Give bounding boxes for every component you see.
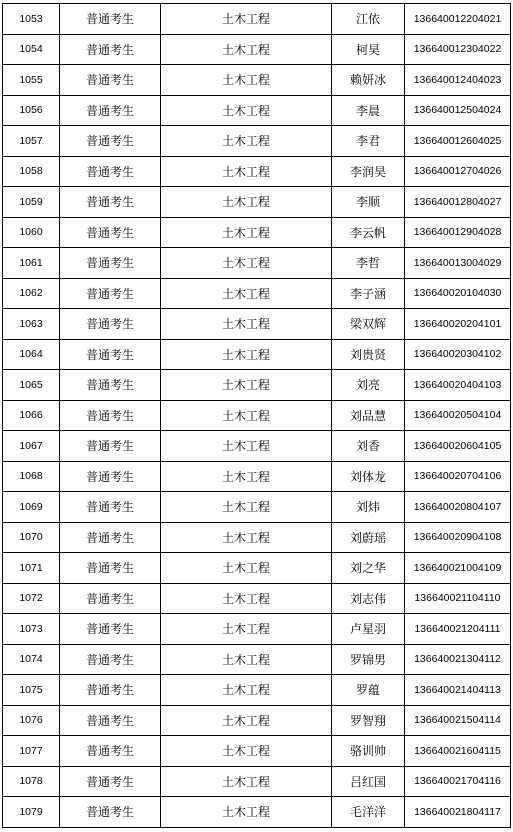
table-row [3, 492, 511, 523]
exam-id-cell: 136640012504024 [405, 95, 511, 126]
exam-id-cell: 136640012604025 [405, 126, 511, 157]
major-cell: 土木工程 [161, 583, 332, 614]
table-row [3, 95, 511, 126]
major-cell: 土木工程 [161, 431, 332, 462]
sequence-number-cell: 1067 [3, 431, 60, 462]
candidate-type-cell: 普通考生 [60, 492, 161, 523]
major-cell: 土木工程 [161, 522, 332, 553]
candidate-name-cell: 罗蕴 [332, 675, 405, 706]
candidate-type-cell: 普通考生 [60, 217, 161, 248]
exam-id-cell: 136640021404113 [405, 675, 511, 706]
candidate-type-cell: 普通考生 [60, 156, 161, 187]
table-row [3, 400, 511, 431]
candidate-name-cell: 刘蔚瑶 [332, 522, 405, 553]
major-cell: 土木工程 [161, 309, 332, 340]
major-cell: 土木工程 [161, 187, 332, 218]
major-cell: 土木工程 [161, 736, 332, 767]
sequence-number-cell: 1060 [3, 217, 60, 248]
candidate-type-cell: 普通考生 [60, 248, 161, 279]
major-cell: 土木工程 [161, 278, 332, 309]
table-row [3, 553, 511, 584]
exam-id-cell: 136640012904028 [405, 217, 511, 248]
table-row [3, 34, 511, 65]
candidate-name-cell: 骆训帅 [332, 736, 405, 767]
candidate-name-cell: 李云帆 [332, 217, 405, 248]
table-row [3, 797, 511, 828]
sequence-number-cell: 1071 [3, 553, 60, 584]
exam-id-cell: 136640020404103 [405, 370, 511, 401]
candidate-type-cell: 普通考生 [60, 4, 161, 35]
sequence-number-cell: 1066 [3, 400, 60, 431]
major-cell: 土木工程 [161, 4, 332, 35]
sequence-number-cell: 1062 [3, 278, 60, 309]
major-cell: 土木工程 [161, 492, 332, 523]
major-cell: 土木工程 [161, 65, 332, 96]
sequence-number-cell: 1078 [3, 766, 60, 797]
exam-id-cell: 136640021304112 [405, 644, 511, 675]
sequence-number-cell: 1079 [3, 797, 60, 828]
table-row [3, 675, 511, 706]
candidate-type-cell: 普通考生 [60, 65, 161, 96]
exam-id-cell: 136640020204101 [405, 309, 511, 340]
sequence-number-cell: 1053 [3, 4, 60, 35]
table-row [3, 614, 511, 645]
sequence-number-cell: 1054 [3, 34, 60, 65]
sequence-number-cell: 1055 [3, 65, 60, 96]
table-row [3, 522, 511, 553]
major-cell: 土木工程 [161, 614, 332, 645]
sequence-number-cell: 1065 [3, 370, 60, 401]
candidate-name-cell: 江依 [332, 4, 405, 35]
table-row [3, 766, 511, 797]
table-row [3, 583, 511, 614]
candidate-type-cell: 普通考生 [60, 95, 161, 126]
exam-id-cell: 136640012704026 [405, 156, 511, 187]
sequence-number-cell: 1073 [3, 614, 60, 645]
candidate-name-cell: 柯昊 [332, 34, 405, 65]
candidate-type-cell: 普通考生 [60, 431, 161, 462]
candidate-type-cell: 普通考生 [60, 675, 161, 706]
table-row [3, 126, 511, 157]
candidate-type-cell: 普通考生 [60, 400, 161, 431]
sequence-number-cell: 1075 [3, 675, 60, 706]
major-cell: 土木工程 [161, 797, 332, 828]
major-cell: 土木工程 [161, 644, 332, 675]
candidate-type-cell: 普通考生 [60, 766, 161, 797]
exam-id-cell: 136640012404023 [405, 65, 511, 96]
sequence-number-cell: 1069 [3, 492, 60, 523]
candidate-type-cell: 普通考生 [60, 522, 161, 553]
exam-id-cell: 136640020104030 [405, 278, 511, 309]
candidate-name-cell: 李子涵 [332, 278, 405, 309]
sequence-number-cell: 1059 [3, 187, 60, 218]
candidate-type-cell: 普通考生 [60, 370, 161, 401]
exam-id-cell: 136640020304102 [405, 339, 511, 370]
candidate-type-cell: 普通考生 [60, 797, 161, 828]
candidate-name-cell: 毛洋洋 [332, 797, 405, 828]
candidate-table [2, 3, 511, 828]
candidate-name-cell: 李顺 [332, 187, 405, 218]
candidate-name-cell: 梁双辉 [332, 309, 405, 340]
sequence-number-cell: 1061 [3, 248, 60, 279]
candidate-name-cell: 李晨 [332, 95, 405, 126]
major-cell: 土木工程 [161, 126, 332, 157]
table-row [3, 217, 511, 248]
candidate-type-cell: 普通考生 [60, 278, 161, 309]
table-row [3, 4, 511, 35]
exam-id-cell: 136640020504104 [405, 400, 511, 431]
major-cell: 土木工程 [161, 705, 332, 736]
candidate-type-cell: 普通考生 [60, 461, 161, 492]
major-cell: 土木工程 [161, 217, 332, 248]
candidate-name-cell: 吕红国 [332, 766, 405, 797]
candidate-name-cell: 卢星羽 [332, 614, 405, 645]
sequence-number-cell: 1058 [3, 156, 60, 187]
candidate-name-cell: 刘亮 [332, 370, 405, 401]
major-cell: 土木工程 [161, 248, 332, 279]
exam-id-cell: 136640021204111 [405, 614, 511, 645]
candidate-name-cell: 刘体龙 [332, 461, 405, 492]
table-row [3, 736, 511, 767]
candidate-type-cell: 普通考生 [60, 126, 161, 157]
candidate-name-cell: 刘品慧 [332, 400, 405, 431]
table-row [3, 339, 511, 370]
candidate-name-cell: 刘贵贤 [332, 339, 405, 370]
exam-id-cell: 136640020804107 [405, 492, 511, 523]
exam-id-cell: 136640021004109 [405, 553, 511, 584]
candidate-type-cell: 普通考生 [60, 309, 161, 340]
major-cell: 土木工程 [161, 34, 332, 65]
exam-id-cell: 136640020604105 [405, 431, 511, 462]
major-cell: 土木工程 [161, 675, 332, 706]
candidate-name-cell: 刘志伟 [332, 583, 405, 614]
table-row [3, 644, 511, 675]
major-cell: 土木工程 [161, 400, 332, 431]
table-row [3, 461, 511, 492]
candidate-name-cell: 李润昊 [332, 156, 405, 187]
sequence-number-cell: 1064 [3, 339, 60, 370]
exam-id-cell: 136640020704106 [405, 461, 511, 492]
candidate-type-cell: 普通考生 [60, 339, 161, 370]
major-cell: 土木工程 [161, 553, 332, 584]
table-row [3, 705, 511, 736]
exam-id-cell: 136640012804027 [405, 187, 511, 218]
major-cell: 土木工程 [161, 766, 332, 797]
major-cell: 土木工程 [161, 339, 332, 370]
candidate-table-body [3, 4, 511, 828]
table-row [3, 431, 511, 462]
candidate-name-cell: 李君 [332, 126, 405, 157]
sequence-number-cell: 1070 [3, 522, 60, 553]
candidate-name-cell: 李哲 [332, 248, 405, 279]
candidate-name-cell: 罗锦男 [332, 644, 405, 675]
major-cell: 土木工程 [161, 461, 332, 492]
candidate-type-cell: 普通考生 [60, 614, 161, 645]
major-cell: 土木工程 [161, 156, 332, 187]
exam-id-cell: 136640021804117 [405, 797, 511, 828]
sequence-number-cell: 1056 [3, 95, 60, 126]
table-row [3, 248, 511, 279]
candidate-type-cell: 普通考生 [60, 736, 161, 767]
table-row [3, 187, 511, 218]
sequence-number-cell: 1068 [3, 461, 60, 492]
exam-id-cell: 136640013004029 [405, 248, 511, 279]
exam-id-cell: 136640021704116 [405, 766, 511, 797]
candidate-type-cell: 普通考生 [60, 553, 161, 584]
candidate-type-cell: 普通考生 [60, 34, 161, 65]
table-row [3, 370, 511, 401]
major-cell: 土木工程 [161, 95, 332, 126]
table-row [3, 65, 511, 96]
major-cell: 土木工程 [161, 370, 332, 401]
exam-id-cell: 136640020904108 [405, 522, 511, 553]
exam-id-cell: 136640021504114 [405, 705, 511, 736]
candidate-type-cell: 普通考生 [60, 187, 161, 218]
exam-id-cell: 136640021104110 [405, 583, 511, 614]
table-row [3, 278, 511, 309]
table-row [3, 309, 511, 340]
exam-id-cell: 136640012304022 [405, 34, 511, 65]
exam-id-cell: 136640012204021 [405, 4, 511, 35]
table-row [3, 156, 511, 187]
sequence-number-cell: 1063 [3, 309, 60, 340]
candidate-name-cell: 刘之华 [332, 553, 405, 584]
candidate-name-cell: 罗智翔 [332, 705, 405, 736]
sequence-number-cell: 1072 [3, 583, 60, 614]
sequence-number-cell: 1057 [3, 126, 60, 157]
sequence-number-cell: 1077 [3, 736, 60, 767]
candidate-name-cell: 赖妍冰 [332, 65, 405, 96]
candidate-name-cell: 刘炜 [332, 492, 405, 523]
sequence-number-cell: 1074 [3, 644, 60, 675]
sequence-number-cell: 1076 [3, 705, 60, 736]
candidate-type-cell: 普通考生 [60, 583, 161, 614]
candidate-type-cell: 普通考生 [60, 705, 161, 736]
candidate-type-cell: 普通考生 [60, 644, 161, 675]
exam-id-cell: 136640021604115 [405, 736, 511, 767]
candidate-name-cell: 刘香 [332, 431, 405, 462]
